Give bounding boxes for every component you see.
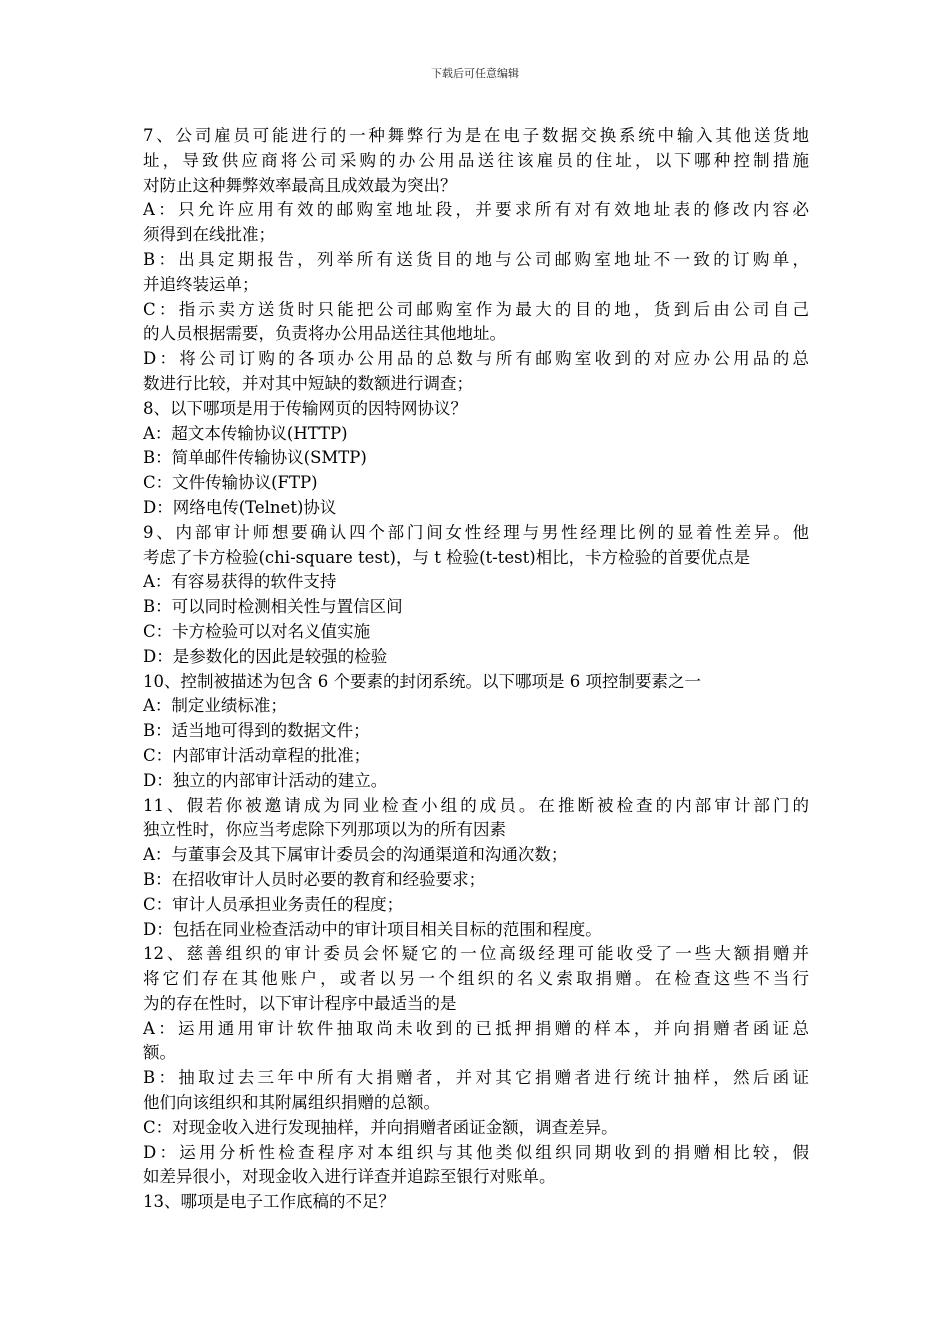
- text-line: C：对现金收入进行发现抽样，并向捐赠者函证金额，调查差异。: [143, 1117, 618, 1137]
- text-line: 额。: [143, 1043, 176, 1063]
- text-line: 7、公司雇员可能进行的一种舞弊行为是在电子数据交换系统中输入其他送货地: [143, 126, 809, 145]
- text-line: B：抽取过去三年中所有大捐赠者，并对其它捐赠者进行统计抽样，然后函证: [143, 1068, 809, 1088]
- text-line: 将它们存在其他账户，或者以另一个组织的名义索取捐赠。在检查这些不当行: [143, 969, 809, 989]
- text-line: 的人员根据需要，负责将办公用品送往其他地址。: [143, 324, 506, 344]
- text-line: A：与董事会及其下属审计委员会的沟通渠道和沟通次数；: [143, 845, 568, 865]
- page-header: 下载后可任意编辑: [431, 67, 519, 80]
- text-line: C：文件传输协议(FTP): [143, 473, 318, 493]
- text-line: 为的存在性时，以下审计程序中最适当的是: [143, 993, 457, 1013]
- text-line: D：运用分析性检查程序对本组织与其他类似组织同期收到的捐赠相比较，假: [143, 1142, 809, 1162]
- text-line: D：独立的内部审计活动的建立。: [143, 770, 388, 790]
- text-line: B：可以同时检测相关性与置信区间: [143, 597, 403, 617]
- text-line: C：审计人员承担业务责任的程度；: [143, 894, 404, 914]
- text-line: A：运用通用审计软件抽取尚未收到的已抵押捐赠的样本，并向捐赠者函证总: [143, 1018, 809, 1038]
- text-line: B：适当地可得到的数据文件；: [143, 721, 370, 741]
- text-line: 13、哪项是电子工作底稿的不足？: [143, 1192, 395, 1212]
- text-line: C：内部审计活动章程的批准；: [143, 745, 371, 765]
- text-line: D：网络电传(Telnet)协议: [143, 497, 337, 517]
- text-line: A：超文本传输协议(HTTP): [143, 423, 348, 443]
- text-line: 他们向该组织和其附属组织捐赠的总额。: [143, 1093, 440, 1113]
- text-line: D：包括在同业检查活动中的审计项目相关目标的范围和程度。: [143, 919, 602, 939]
- text-line: 9、内部审计师想要确认四个部门间女性经理与男性经理比例的显着性差异。他: [143, 522, 809, 542]
- text-line: B：出具定期报告，列举所有送货目的地与公司邮购室地址不一致的订购单，: [143, 249, 809, 269]
- text-line: D：将公司订购的各项办公用品的总数与所有邮购室收到的对应办公用品的总: [143, 349, 809, 369]
- text-line: 如差异很小，对现金收入进行详查并追踪至银行对账单。: [143, 1167, 556, 1187]
- text-line: 数进行比较，并对其中短缺的数额进行调查；: [143, 373, 473, 393]
- text-line: 对防止这种舞弊效率最高且成效最为突出？: [143, 175, 457, 195]
- text-line: A：有容易获得的软件支持: [143, 572, 337, 592]
- text-line: 11、假若你被邀请成为同业检查小组的成员。在推断被检查的内部审计部门的: [143, 795, 809, 815]
- text-line: 独立性时，你应当考虑除下列那项以为的所有因素: [143, 820, 506, 840]
- text-line: 须得到在线批准；: [143, 225, 275, 245]
- text-line: 并追终装运单；: [143, 274, 259, 294]
- text-line: 考虑了卡方检验(chi-square test)，与 t 检验(t-test)相比，卡方检验的首要优点是: [143, 547, 751, 567]
- text-line: 12、慈善组织的审计委员会怀疑它的一位高级经理可能收受了一些大额捐赠并: [143, 944, 809, 964]
- text-line: A：只允许应用有效的邮购室地址段，并要求所有对有效地址表的修改内容必: [143, 200, 809, 220]
- document-body: [143, 124, 809, 1215]
- text-line: C：指示卖方送货时只能把公司邮购室作为最大的目的地，货到后由公司自己: [143, 299, 809, 319]
- text-line: D：是参数化的因此是较强的检验: [143, 646, 388, 666]
- text-line: C：卡方检验可以对名义值实施: [143, 621, 371, 641]
- text-line: 址，导致供应商将公司采购的办公用品送往该雇员的住址，以下哪种控制措施: [143, 150, 809, 170]
- text-line: A：制定业绩标准；: [143, 696, 287, 716]
- text-line: B：在招收审计人员时必要的教育和经验要求；: [143, 869, 486, 889]
- text-line: 10、控制被描述为包含 6 个要素的封闭系统。以下哪项是 6 项控制要素之一: [143, 671, 701, 691]
- text-line: 8、以下哪项是用于传输网页的因特网协议？: [143, 398, 467, 418]
- text-line: B：简单邮件传输协议(SMTP): [143, 448, 367, 468]
